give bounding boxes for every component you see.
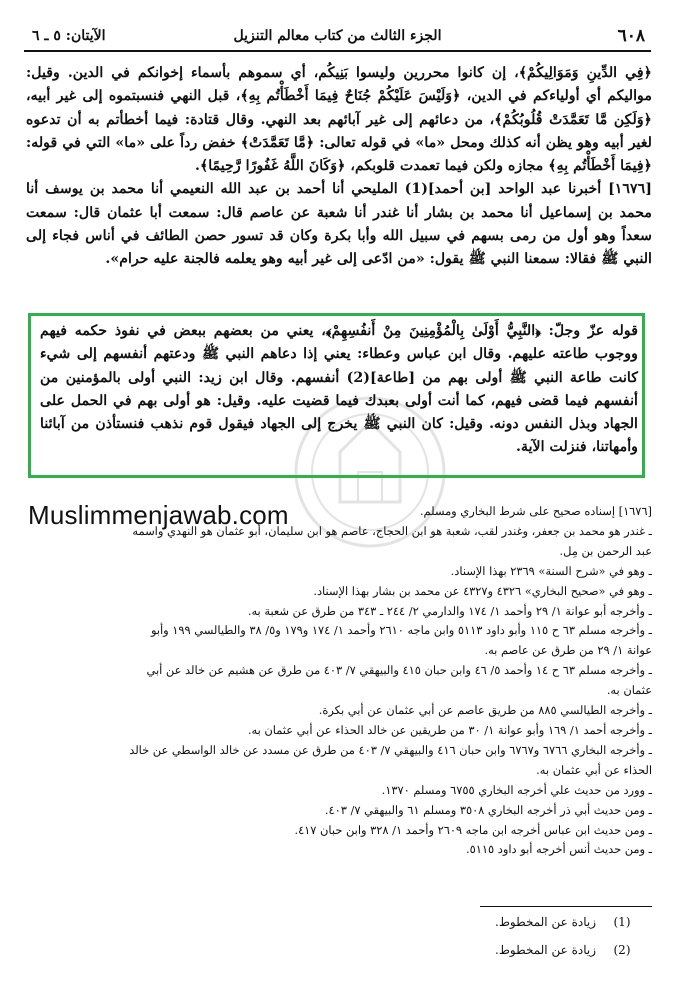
book-title: الجزء الثالث من كتاب معالم التنزيل xyxy=(233,28,442,44)
note-line: ـ ومن حديث أنس أخرجه أبو داود ٥١١٥. xyxy=(466,842,652,857)
footnote xyxy=(26,908,636,936)
footnote-text: زيادة عن المخطوط. xyxy=(495,943,596,957)
note-line: ـ وأخرجه أبو عوانة ١/ ٢٩ وأحمد ١/ ١٧٤ والدارمي ٢/ ٢٤٤ ـ ٣٤٣ من طرق عن شعبة به. xyxy=(247,603,652,618)
note-line: ـ ومن حديث ابن عباس أخرجه ابن ماجه ٢٦٠٩ وأحمد ١/ ٣٢٨ وابن حبان ٤١٧. xyxy=(294,822,652,837)
note-line: ـ وأخرجه أحمد ١/ ١٦٩ وأبو عوانة ١/ ٣٠ من طريقين عن خالد الحذاء عن أبي عثمان به. xyxy=(247,722,652,737)
note-line: [١٦٧٦] إسناده صحيح على شرط البخاري ومسلم. xyxy=(419,504,652,518)
note-line: عبد الرحمن بن مِل. xyxy=(559,543,652,558)
hadith-paragraph: [١٦٧٦] أخبرنا عبد الواحد [بن أحمد](1) المليحي أنا أحمد بن عبد الله النعيمي أنا محمد بن يوسف أنا محمد بن إسماعيل أنا محمد بن بشار أنا غندر أنا شعبة عن عاصم قال: سمعت أبا عثمان قال: سمعت سعداً وهو أول من رمى بسهم في سبيل الله وأبا بكرة وكان قد تسور حصن الطائف في أناس فجاء إلى النبي ﷺ فقالا: سمعنا النبي ﷺ يقول: «من ادّعى إلى غير أبيه وهو يعلمه فالجنة عليه حرام». xyxy=(26,181,652,268)
footnote-number: (2) xyxy=(613,943,631,957)
note-line: ـ وهو في «شرح السنة» ٢٣٦٩ بهذا الإسناد. xyxy=(450,563,652,578)
commentary-text xyxy=(26,62,652,272)
page-number: ٦٠٨ xyxy=(617,26,645,46)
site-watermark: Muslimmenjawab.com xyxy=(28,500,289,530)
verse-range: الآيتان: ٥ ـ ٦ xyxy=(32,28,106,44)
note-line: ـ وأخرجه البخاري ٦٧٦٦ و٦٧٦٧ وابن حبان ٤١٦ والبيهقي ٧/ ٤٠٣ من طرق عن مسدد عن خالد الواسطي عن خالد xyxy=(129,742,652,757)
footnote-number: (1) xyxy=(613,915,631,929)
note-line: عثمان به. xyxy=(606,683,652,698)
footnotes xyxy=(26,908,636,964)
footnote xyxy=(26,936,636,964)
commentary-paragraph: ﴿فِي الدِّينِ وَمَوَالِيكُمْ﴾، إن كانوا محررين وليسوا بَنِيكُم، أي سموهم بأسماء إخوانكم في الدين. وقيل: مواليكم أي أولياءكم في الدين، ﴿وَلَيْسَ عَلَيْكُمْ جُنَاحٌ فِيمَا أَخْطَأْتُم بِهِ﴾، قبل النهي فنسبتموه إلى غير أبيه، ﴿وَلَكِن مَّا تَعَمَّدَتْ قُلُوبُكُمْ﴾، من دعائهم إلى غير آبائهم بعد النهي. وقال قتادة: فيما أخطأتم به أن تدعوه لغير أبيه وهو يظن أنه كذلك ومحل «ما» في قوله تعالى: ﴿مَّا تَعَمَّدَتْ﴾ خفض رداً على «ما» التي في قوله: ﴿فِيمَا أَخْطَأْتُم بِهِ﴾ مجازه ولكن فيما تعمدت قلوبكم، ﴿وَكَانَ اللَّهُ غَفُورًا رَّحِيمًا﴾. xyxy=(26,65,652,175)
highlighted-paragraph: قوله عزّ وجلّ: ﴿النَّبِيُّ أَوْلَىٰ بِالْمُؤْمِنِينَ مِنْ أَنفُسِهِمْ﴾، يعني من بعضهم ببعض في نفوذ حكمه فيهم ووجوب طاعته عليهم. وقال ابن عباس وعطاء: يعني إذا دعاهم النبي ﷺ ودعتهم أنفسهم إلى شيء كانت طاعة النبي ﷺ أولى بهم من [طاعة](2) أنفسهم. وقال ابن زيد: النبي أولى بالمؤمنين من أنفسهم فيما قضى فيهم، كما أنت أولى بعبدك فيما قضيت عليه. وقيل: هو أولى بهم في الحمل على الجهاد وبذل النفس دونه. وقيل: كان النبي ﷺ يخرج إلى الجهاد فيقول قوم نذهب فنستأذن من آبائنا وأمهاتنا، فنزلت الآية. xyxy=(40,323,638,456)
highlighted-commentary xyxy=(40,320,638,460)
note-line: الحذاء عن أبي عثمان به. xyxy=(536,762,652,777)
note-line: ـ وورد من حديث علي أخرجه البخاري ٦٧٥٥ ومسلم ١٣٧٠. xyxy=(381,782,652,797)
note-line: عوانة ١/ ٢٩ من طرق عن عاصم به. xyxy=(484,643,652,658)
note-line: ـ ومن حديث أبي ذر أخرجه البخاري ٣٥٠٨ ومسلم ٦١ والبيهقي ٧/ ٤٠٣. xyxy=(324,802,652,817)
note-line: ـ وأخرجه الطيالسي ٨٨٥ من طريق عاصم عن أبي عثمان عن أبي بكرة. xyxy=(318,703,652,718)
hadith-notes xyxy=(26,502,652,860)
note-line: ـ وهو في «صحيح البخاري» ٤٣٢٦ و٤٣٢٧ عن محمد بن بشار بهذا الإسناد. xyxy=(313,583,652,598)
note-line: ـ غندر هو محمد بن جعفر، وغندر لقب، شعبة هو ابن الحجاج، عاصم هو ابن سليمان، أبو عثمان هو النهدي واسمه xyxy=(132,523,652,538)
footnote-text: زيادة عن المخطوط. xyxy=(495,915,596,929)
note-line: ـ وأخرجه مسلم ٦٣ ح ١٤ وأحمد ٥/ ٤٦ وابن حبان ٤١٥ والبيهقي ٧/ ٤٠٣ من طرق عن هشيم عن خالد عن أبي xyxy=(146,663,652,678)
page-header xyxy=(24,26,651,52)
note-line: ـ وأخرجه مسلم ٦٣ ح ١١٥ وأبو داود ٥١١٣ وابن ماجه ٢٦١٠ وأحمد ١/ ١٧٤ و١٧٩ و٥/ ٣٨ والطيالسي ١٩٩ وأبو xyxy=(150,623,652,638)
footnote-divider xyxy=(480,906,652,907)
